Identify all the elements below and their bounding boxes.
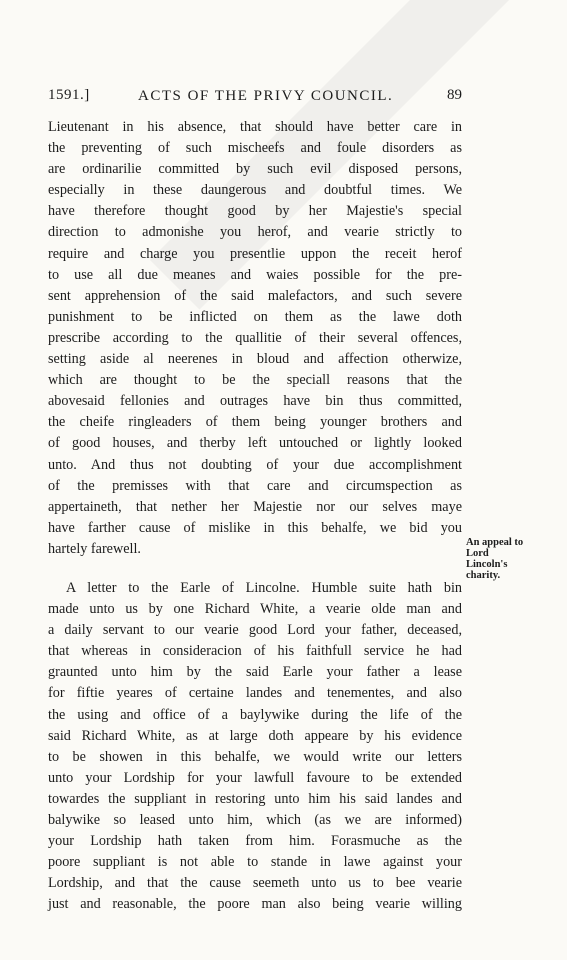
text-line: unto your Lordship for your lawfull favoure to be extended xyxy=(48,769,462,786)
text-line: to use all due meanes and waies possible for the pre- xyxy=(48,266,462,283)
margin-note-line: Lincoln's xyxy=(466,559,508,570)
text-line: made unto us by one Richard White, a vearie olde man and xyxy=(48,601,462,618)
paragraph-1 xyxy=(48,117,462,560)
text-line: of the premisses with that care and circumspection as xyxy=(48,477,462,494)
text-line: the cheife ringleaders of them being younger brothers and xyxy=(48,414,462,431)
text-line: just and reasonable, the poore man also being vearie willing xyxy=(48,896,462,913)
text-line: hartely farewell. xyxy=(48,540,141,557)
text-line: direction to admonishe you herof, and vearie strictly to xyxy=(48,224,462,241)
text-line: require and charge you presentlie uppon the receit herof xyxy=(48,245,462,262)
text-line: Lordship, and that the cause seemeth unto us to bee vearie xyxy=(48,875,462,892)
text-line: a daily servant to our vearie good Lord your father, deceased, xyxy=(48,622,462,639)
paragraph-2 xyxy=(48,578,462,916)
page-number: 89 xyxy=(447,87,462,103)
text-line: have farther cause of mislike in this behalfe, we bid you xyxy=(48,519,462,536)
text-line: the using and office of a baylywike during the life of the xyxy=(48,706,462,723)
body-text xyxy=(48,117,462,915)
text-line: your Lordship hath taken from him. Forasmuche as the xyxy=(48,833,462,850)
text-line: for fiftie yeares of certaine landes and tenementes, and also xyxy=(48,685,462,702)
text-line: the preventing of such mischeefs and foule disorders as xyxy=(48,140,462,157)
header-title: ACTS OF THE PRIVY COUNCIL. xyxy=(138,88,394,104)
text-line: punishment to be inflicted on them as the lawe doth xyxy=(48,308,462,325)
text-line: have therefore thought good by her Majestie's special xyxy=(48,203,462,220)
text-line: which are thought to be the speciall reasons that the xyxy=(48,372,462,389)
margin-note-line: charity. xyxy=(466,570,501,581)
text-line: prescribe according to the quallitie of their several offences, xyxy=(48,329,462,346)
margin-note xyxy=(466,537,562,581)
text-line: balywike so leased unto him, which (as we are informed) xyxy=(48,812,462,828)
text-line: sent apprehension of the said malefactors, and such severe xyxy=(48,287,462,304)
text-line: are ordinarilie committed by such evil disposed persons, xyxy=(48,161,462,178)
text-line: towardes the suppliant in restoring unto him his said landes and xyxy=(48,790,462,807)
text-line: especially in these daungerous and doubtful times. We xyxy=(48,182,462,199)
text-line: to be showen in this behalfe, we would write our letters xyxy=(48,748,462,765)
margin-note-line: Lord xyxy=(466,548,489,559)
text-line: appertaineth, that nether her Majestie nor our selves maye xyxy=(48,498,462,515)
text-line: that whereas in consideracion of his faithfull service he had xyxy=(48,643,462,660)
margin-note-line: An appeal to xyxy=(466,537,524,548)
header-year: 1591.] xyxy=(48,87,90,103)
text-line: poore suppliant is not able to stande in lawe against your xyxy=(48,854,462,871)
text-line: Lieutenant in his absence, that should have better care in xyxy=(48,119,462,135)
text-line: graunted unto him by the said Earle your father a lease xyxy=(48,664,462,681)
text-line: A letter to the Earle of Lincolne. Humble suite hath bin xyxy=(66,579,462,596)
text-line: setting aside al neerenes in bloud and affection otherwize, xyxy=(48,351,462,368)
text-line: abovesaid fellonies and outrages have bin thus committed, xyxy=(48,393,462,410)
running-header xyxy=(48,87,462,109)
text-line: unto. And thus not doubting of your due accomplishment xyxy=(48,456,462,473)
text-line: said Richard White, as at large doth appeare by his evidence xyxy=(48,727,462,744)
text-line: of good houses, and therby left untouched or lightly looked xyxy=(48,435,462,452)
